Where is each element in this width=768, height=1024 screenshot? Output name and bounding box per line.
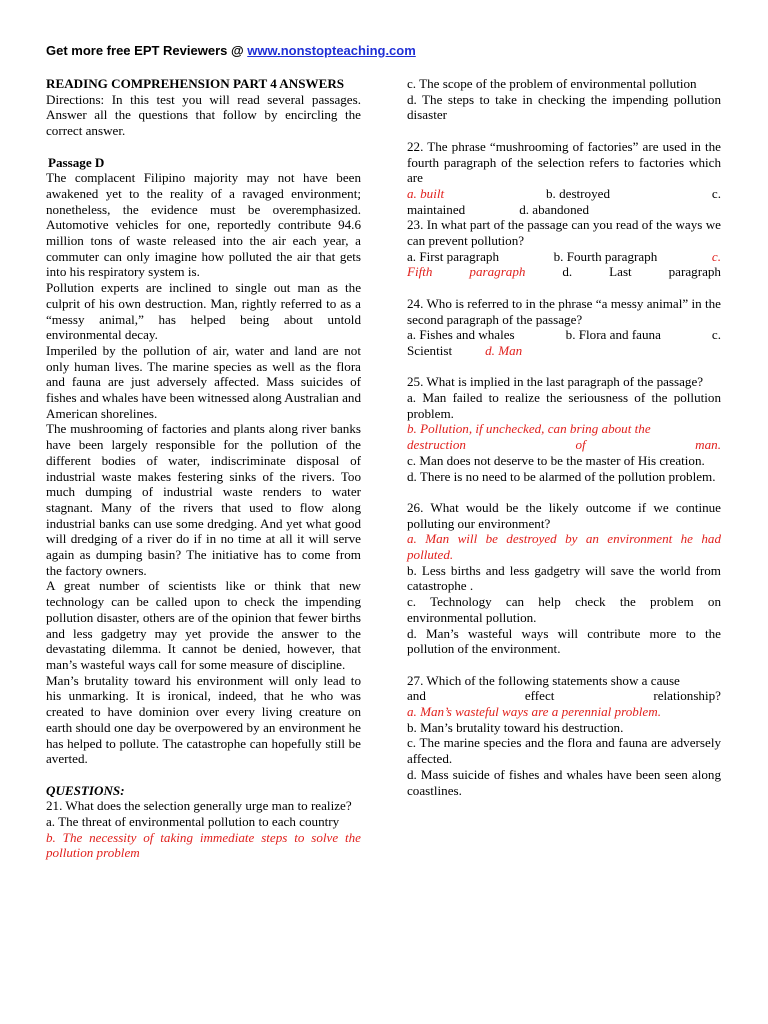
q27-option-c[interactable]: c. The marine species and the flora and fauna are adversely affected. (407, 735, 721, 767)
q27-option-a-answer[interactable]: a. Man’s wasteful ways are a perennial problem. (407, 704, 661, 720)
q25-option-d[interactable]: d. There is no need to be alarmed of the pollution problem. (407, 468, 716, 484)
q25-stem: 25. What is implied in the last paragraph of the passage? (407, 374, 704, 390)
q23-stem: 23. In what part of the passage can you read of the ways we can prevent pollution? (407, 217, 721, 249)
q27-stem-word-effect: effect (524, 688, 555, 704)
q26-option-a-answer[interactable]: a. Man will be destroyed by an environment he had polluted. (407, 531, 721, 563)
q25-option-b-answer-cont (407, 437, 721, 453)
right-column (407, 76, 721, 798)
q22-option-b[interactable]: b. destroyed (546, 185, 610, 201)
q22-stem: 22. The phrase “mushrooming of factories” are used in the fourth paragraph of the selection refers to factories which are (407, 138, 721, 186)
q23-option-c-label[interactable]: c. (711, 248, 721, 264)
q26-stem: 26. What would be the likely outcome if we continue polluting our environment? (407, 499, 721, 531)
header-prefix: Get more free EPT Reviewers @ (46, 43, 248, 58)
q21-option-b-answer[interactable]: b. The necessity of taking immediate steps to solve the pollution problem (46, 829, 361, 861)
q27-stem-word-relationship: relationship? (653, 688, 721, 704)
q27-option-d[interactable]: d. Mass suicide of fishes and whales have been seen along coastlines. (407, 766, 721, 798)
q21-option-c[interactable]: c. The scope of the problem of environmental pollution (407, 76, 697, 91)
q26-option-b[interactable]: b. Less births and less gadgetry will save the world from catastrophe . (407, 562, 721, 594)
q22-option-c-text[interactable]: maintained (407, 201, 466, 217)
directions: Directions: In this test you will read several passages. Answer all the questions that follow by encircling the correct answer. (46, 91, 361, 139)
q25-option-b-word-destruction[interactable]: destruction (407, 437, 466, 453)
q27-stem: 27. Which of the following statements show a cause (407, 672, 680, 688)
left-column (46, 76, 361, 861)
q21-option-a[interactable]: a. The threat of environmental pollution to each country (46, 814, 340, 830)
q24-option-c-label[interactable]: c. (711, 327, 721, 343)
q25-option-b-word-man[interactable]: man. (695, 437, 721, 453)
q27-option-b[interactable]: b. Man’s brutality toward his destruction. (407, 719, 624, 735)
q24-stem: 24. Who is referred to in the phrase “a messy animal” in the second paragraph of the passage? (407, 295, 721, 327)
passage-paragraph-2: Pollution experts are inclined to single out man as the culprit of his own destruction. Man, rightly referred to as a “messy animal,” has helped being about untold environmental decay. (46, 280, 361, 343)
q22-options-row (407, 186, 721, 202)
q23-options-row (407, 249, 721, 265)
q26-option-d[interactable]: d. Man’s wasteful ways will contribute more to the pollution of the environment. (407, 625, 721, 657)
q22-option-c[interactable]: c. (711, 185, 721, 201)
website-link[interactable]: www.nonstopteaching.com (247, 43, 416, 58)
q25-option-c[interactable]: c. Man does not deserve to be the master of His creation. (407, 452, 705, 468)
questions-heading: QUESTIONS: (46, 782, 125, 798)
q25-option-b-word-of[interactable]: of (575, 437, 586, 453)
q21-stem: 21. What does the selection generally urge man to realize? (46, 798, 352, 814)
q22-option-a-answer[interactable]: a. built (407, 185, 445, 201)
q24-option-b[interactable]: b. Flora and fauna (565, 327, 661, 343)
q23-option-b[interactable]: b. Fourth paragraph (553, 248, 658, 264)
passage-paragraph-6: Man’s brutality toward his environment will only lead to his unmarking. It is ironical, indeed, that he who was created to have dominion over every living creature on earth should one day be overpowered by an environment he has helped to pollute. The catastrophe can hopefully still be averted. (46, 672, 361, 767)
q23-option-d-label[interactable]: d. (562, 264, 573, 280)
q23-option-c-fifth[interactable]: Fifth (407, 264, 433, 280)
passage-paragraph-4: The mushrooming of factories and plants along river banks have been largely responsible for the pollution of the different bodies of water, indiscriminate disposal of industrial waste makes festering sinks of the rivers. Too much dumping of industrial waste renders to water stagnant. Many of the rivers that used to flow along industrial banks can use some dredging. And yet what good will dredging of a river do if in no time at all it will serve again as dumping basin? The initiative has to come from the factory owners. (46, 421, 361, 578)
q21-option-d[interactable]: d. The steps to take in checking the impending pollution disaster (407, 91, 721, 123)
q24-options-row (407, 327, 721, 343)
passage-heading: Passage D (48, 154, 105, 170)
page-header (46, 43, 416, 58)
q23-option-c-paragraph[interactable]: paragraph (469, 264, 526, 280)
q27-stem-cont (407, 688, 721, 704)
q23-option-d-last[interactable]: Last (609, 264, 632, 280)
document-title: READING COMPREHENSION PART 4 ANSWERS (46, 76, 345, 91)
passage-paragraph-1: The complacent Filipino majority may not have been awakened yet to the reality of a ravaged environment; nonetheless, the evidence must be overemphasized. Automotive vehicles for one, reportedly contribute 94.6 million tons of waste released into the air each year, a commuter can only imagine how polluted the air that gets into his respiratory system is. (46, 170, 361, 280)
q26-option-c[interactable]: c. Technology can help check the problem on environmental pollution. (407, 594, 721, 625)
q22-option-d[interactable]: d. abandoned (519, 201, 589, 217)
q24-option-c-text[interactable]: Scientist (407, 342, 453, 358)
q27-stem-word-and: and (407, 688, 426, 704)
q23-option-a[interactable]: a. First paragraph (407, 248, 499, 264)
q24-option-d-answer[interactable]: d. Man (485, 342, 523, 358)
q23-option-d-paragraph[interactable]: paragraph (668, 264, 721, 280)
q25-option-b-answer[interactable]: b. Pollution, if unchecked, can bring about the (407, 421, 651, 437)
q22-options-row-2 (407, 202, 721, 218)
q23-options-row-2 (407, 264, 721, 280)
passage-paragraph-3: Imperiled by the pollution of air, water and land are not only human lives. The marine species as well as the flora and fauna are just adversely affected. Mass suicides of fishes and whales have been witnessed along Australian and American shorelines. (46, 342, 361, 421)
q24-options-row-2 (407, 343, 721, 359)
passage-paragraph-5: A great number of scientists like or think that new technology can be called upon to check the impending pollution disaster, others are of the opinion that fewer births and less gadgetry may yet provide the answer to the devastating dilemma. It cannot be denied, however, that man’s wasteful ways call for some measure of discipline. (46, 578, 361, 672)
q25-option-a[interactable]: a. Man failed to realize the seriousness of the pollution problem. (407, 390, 721, 421)
q24-option-a[interactable]: a. Fishes and whales (407, 327, 515, 343)
